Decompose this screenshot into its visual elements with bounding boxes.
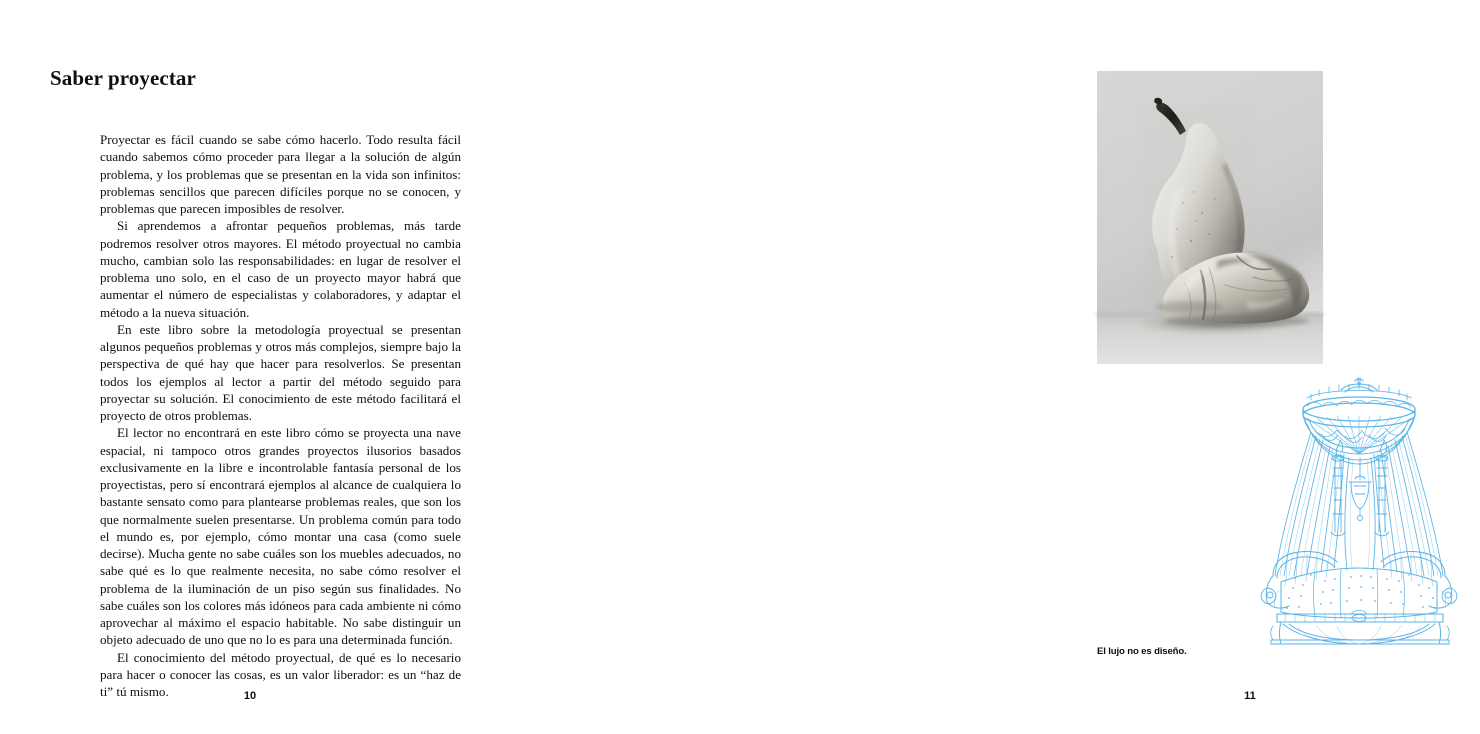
page-number-left: 10 xyxy=(243,690,257,702)
left-page xyxy=(0,0,500,734)
canopy-bed-drawing xyxy=(1237,376,1480,648)
body-paragraph: Proyectar es fácil cuando se sabe cómo hacerlo. Todo resulta fácil cuando sabemos cómo proceder para llegar a la solución de algún problema, y los problemas que se presentan en la vida son infinitos: problemas sencillos que parecen difíciles porque no se conocen, y problemas que parecen imposibles de resolver. xyxy=(100,132,461,216)
body-paragraph: En este libro sobre la metodología proyectual se presentan algunos pequeños problemas y otros más complejos, siempre bajo la perspectiva de qué hay que hacer para resolverlos. Se presentan todos los ejemplos al lector a partir del método seguido para proyectar su solución. El conocimiento de este método facilitará el proyecto de otros problemas. xyxy=(100,321,461,423)
pear-and-bread-photo xyxy=(1097,71,1323,364)
body-paragraph: El conocimiento del método proyectual, de qué es lo necesario para hacer o conocer las cosas, es un valor liberador: es un “haz de ti” tú mismo. xyxy=(100,649,461,699)
page-title: Saber proyectar xyxy=(50,66,196,91)
figure-caption: El lujo no es diseño. xyxy=(1097,646,1187,657)
page-number-right: 11 xyxy=(1244,690,1256,702)
body-text-column xyxy=(100,131,461,700)
body-paragraph: Si aprendemos a afrontar pequeños problemas, más tarde podremos resolver otros mayores. El método proyectual no cambia mucho, cambian solo las responsabilidades: en lugar de resolver el problema uno solo, en el caso de un proyecto mayor habrá que aumentar el número de especialistas y colaboradores, y adaptar el método a la nueva situación. xyxy=(100,218,461,320)
body-paragraph: El lector no encontrará en este libro cómo se proyecta una nave espacial, ni tampoco otros grandes proyectos ilusorios basados exclusivamente en la libre e incontrolable fantasía personal de los proyectistas, pero sí encontrará ejemplos al alcance de cualquiera lo bastante sensato como para plantearse problemas reales, que son los que normalmente suelen presentarse. Un problema común para todo el mundo es, por ejemplo, cómo montar una casa (como suele decirse). Mucha gente no sabe cuáles son los muebles adecuados, no sabe qué es lo que realmente necesita, no sabe cómo resolver el problema de la iluminación de un piso según sus finalidades. No sabe cuáles son los colores más idóneos para cada ambiente ni cómo aprovechar al máximo el espacio habitable. No sabe distinguir un objeto adecuado de uno que no lo es para una determinada función. xyxy=(100,425,461,648)
right-page xyxy=(500,0,1256,734)
